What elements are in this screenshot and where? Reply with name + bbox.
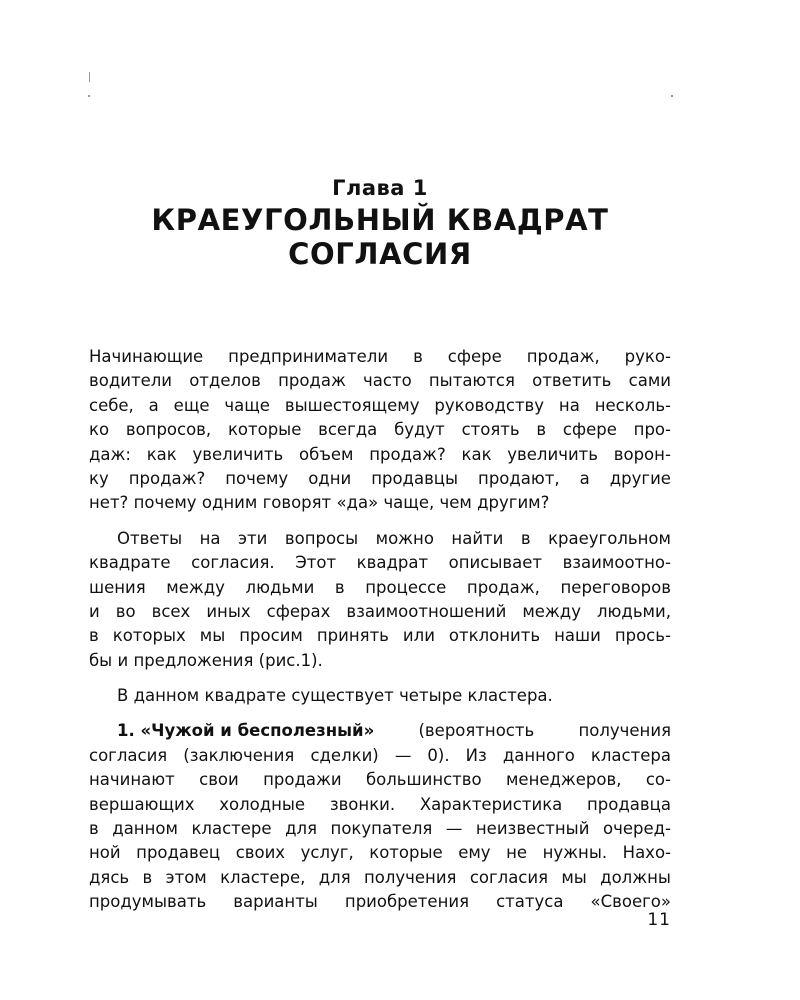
text-line — [89, 649, 671, 673]
text-line — [89, 345, 671, 369]
word: просим — [239, 626, 303, 646]
text-line — [89, 890, 671, 914]
word: квадрат — [356, 553, 429, 573]
word: прось- — [614, 626, 671, 646]
word: одни — [308, 468, 352, 488]
word: для — [318, 867, 351, 887]
word: не — [506, 843, 528, 863]
word: сферах — [266, 601, 331, 621]
chapter-title — [80, 203, 680, 271]
word: предприниматели — [228, 347, 389, 366]
word: (заключения — [183, 745, 295, 765]
word: продают, — [478, 468, 560, 488]
text-line — [89, 600, 671, 624]
word: большинство — [365, 770, 482, 790]
word: — — [445, 819, 463, 839]
word: одним — [201, 493, 258, 513]
word: Нахо- — [622, 843, 671, 863]
word: в — [520, 528, 531, 548]
word: объем — [298, 444, 354, 464]
word: мы — [561, 867, 587, 887]
text-line — [89, 768, 671, 792]
word: и — [89, 601, 100, 621]
word: процессе — [365, 577, 447, 597]
word: отклонить — [448, 626, 541, 646]
word: чаще — [224, 395, 270, 415]
word: взаимоотно- — [562, 553, 671, 573]
word: услуг, — [300, 843, 354, 863]
word: увеличить — [192, 444, 284, 464]
word: «Своего» — [590, 892, 671, 912]
word: чем — [439, 493, 472, 513]
text-line — [89, 369, 671, 393]
word: и — [117, 650, 129, 670]
word: ответить — [532, 371, 612, 391]
word: во — [115, 601, 136, 621]
word: нет? — [89, 493, 129, 513]
word: будут — [394, 420, 445, 440]
word: нужны. — [542, 843, 608, 863]
word: вопросов, — [125, 420, 212, 440]
paragraph — [89, 719, 671, 914]
word: должны — [600, 867, 671, 887]
text-line — [89, 527, 671, 551]
word: этом — [165, 867, 207, 887]
word: даж: — [89, 444, 131, 464]
word: (вероятность — [418, 721, 535, 741]
word: своих — [235, 843, 286, 863]
word: четыре — [399, 686, 463, 706]
word: чаще, — [383, 493, 435, 513]
word: согласия — [89, 745, 168, 765]
word: почему — [133, 493, 197, 513]
word: говорят — [262, 493, 332, 513]
chapter-title-line: СОГЛАСИЯ — [288, 237, 472, 271]
word: продаж? — [128, 468, 206, 488]
word: сфере — [562, 420, 617, 440]
word: продаж — [278, 371, 346, 391]
paragraph — [89, 345, 671, 516]
word: продумывать — [89, 892, 207, 912]
word: в — [536, 420, 547, 440]
word: ко — [89, 420, 110, 440]
text-line — [89, 418, 671, 442]
word: 0). — [427, 745, 450, 765]
word: свои — [199, 770, 239, 790]
paragraph — [89, 684, 671, 708]
word: Характеристика — [419, 794, 563, 814]
word: переговоров — [560, 577, 671, 597]
word: звонки. — [329, 794, 396, 814]
word: а — [148, 395, 159, 415]
word: Ответы — [117, 528, 183, 548]
text-line — [89, 841, 671, 865]
word: в — [89, 819, 99, 839]
word: дясь — [89, 867, 130, 887]
word: себе, — [89, 395, 134, 415]
word: краеугольном — [548, 528, 671, 548]
word: увеличить — [507, 444, 599, 464]
word: сделки) — [310, 745, 379, 765]
word: на — [558, 395, 580, 415]
word: начинают — [89, 770, 175, 790]
cluster-name: 1. «Чужой и бесполезный» — [117, 721, 375, 741]
word: шения — [89, 577, 146, 597]
word: принять — [316, 626, 389, 646]
word: всегда — [318, 420, 378, 440]
word: продаж, — [466, 577, 540, 597]
text-line — [89, 443, 671, 467]
word: людьми, — [596, 601, 671, 621]
word: взаимоотношений — [346, 601, 507, 621]
word: В — [117, 686, 129, 706]
word: предложения — [133, 650, 254, 670]
word: продавца — [587, 794, 671, 814]
word: варианты — [233, 892, 318, 912]
crop-mark-vertical — [89, 72, 90, 82]
text-line — [89, 551, 671, 575]
word: сфере — [447, 347, 502, 366]
word: иных — [206, 601, 251, 621]
text-line — [89, 793, 671, 817]
word: несколь- — [594, 395, 671, 415]
word: почему — [225, 468, 289, 488]
word: приобретения — [344, 892, 470, 912]
word: между — [166, 577, 225, 597]
word: между — [522, 601, 581, 621]
word: продажи — [263, 770, 342, 790]
word: в — [142, 867, 153, 887]
word: кластере — [191, 819, 272, 839]
word: данного — [502, 745, 575, 765]
word: сами — [628, 371, 671, 391]
word: можно — [375, 528, 434, 548]
word: мы — [199, 626, 226, 646]
word: в — [334, 577, 345, 597]
word: менеджеров, — [505, 770, 622, 790]
word: всех — [151, 601, 191, 621]
word: которые — [227, 420, 302, 440]
text-line — [89, 624, 671, 648]
word: продаж, — [526, 347, 600, 366]
word: Начинающие — [89, 347, 204, 366]
text-line — [89, 467, 671, 491]
text-line — [89, 866, 671, 890]
word: в — [413, 347, 423, 366]
chapter-title-line: КРАЕУГОЛЬНЫЙ КВАДРАТ — [151, 203, 609, 237]
word: Из — [465, 745, 487, 765]
word: которые — [369, 843, 443, 863]
word: найти — [451, 528, 504, 548]
word: существует — [291, 686, 394, 706]
word: а — [579, 468, 590, 488]
word: получения — [363, 867, 457, 887]
word: часто — [363, 371, 412, 391]
paragraph — [89, 527, 671, 673]
word: квадрате — [89, 553, 171, 573]
text-line — [89, 576, 671, 600]
word: продавец — [136, 843, 221, 863]
word: (рис.1). — [258, 650, 323, 670]
word: данном — [133, 686, 200, 706]
word: очеред- — [602, 819, 671, 839]
word: другие — [609, 468, 671, 488]
word: про- — [633, 420, 671, 440]
word: согласия. — [191, 553, 275, 573]
word: которых — [112, 626, 186, 646]
word: другим? — [477, 493, 550, 513]
text-line — [89, 817, 671, 841]
word: получения — [578, 721, 671, 741]
word: согласия — [469, 867, 549, 887]
word: кластера — [590, 745, 671, 765]
word: — — [394, 745, 412, 765]
word: квадрате — [204, 686, 287, 706]
word: как — [146, 444, 177, 464]
word: для — [285, 819, 317, 839]
word: как — [461, 444, 492, 464]
word: пытаются — [428, 371, 515, 391]
word: со- — [645, 770, 671, 790]
text-line — [89, 491, 671, 515]
body-text — [89, 345, 671, 915]
word: «да» — [336, 493, 379, 513]
word: продавцы — [371, 468, 459, 488]
word: наши — [554, 626, 601, 646]
word: кластере, — [220, 867, 306, 887]
word: вышестоящему — [284, 395, 420, 415]
word: людьми — [245, 577, 315, 597]
word: ной — [89, 843, 121, 863]
word: описывает — [448, 553, 542, 573]
crop-mark-left — [88, 95, 90, 97]
word: водители — [89, 371, 172, 391]
text-line-lead — [89, 719, 671, 743]
word: продаж? — [369, 444, 446, 464]
word: ему — [458, 843, 491, 863]
word: ворон- — [613, 444, 671, 464]
text-line — [89, 394, 671, 418]
word: в — [89, 626, 99, 646]
word: еще — [173, 395, 210, 415]
word: вершающих — [89, 794, 195, 814]
word: отделов — [189, 371, 261, 391]
word: Этот — [295, 553, 337, 573]
word: или — [402, 626, 435, 646]
text-line — [89, 744, 671, 768]
word: на — [199, 528, 221, 548]
page-number: 11 — [647, 910, 671, 930]
word: вопросы — [284, 528, 359, 548]
word: покупателя — [330, 819, 433, 839]
word: ку — [89, 468, 109, 488]
word: руко- — [624, 347, 671, 366]
word: данном — [112, 819, 178, 839]
word: эти — [238, 528, 268, 548]
crop-mark-right — [671, 95, 673, 97]
word: холодные — [219, 794, 306, 814]
text-line — [89, 684, 671, 708]
word: бы — [89, 650, 113, 670]
word: кластера. — [467, 686, 553, 706]
word: стоять — [461, 420, 520, 440]
chapter-label: Глава 1 — [332, 176, 428, 200]
word: руководству — [434, 395, 545, 415]
word: неизвестный — [475, 819, 590, 839]
word: статуса — [496, 892, 564, 912]
